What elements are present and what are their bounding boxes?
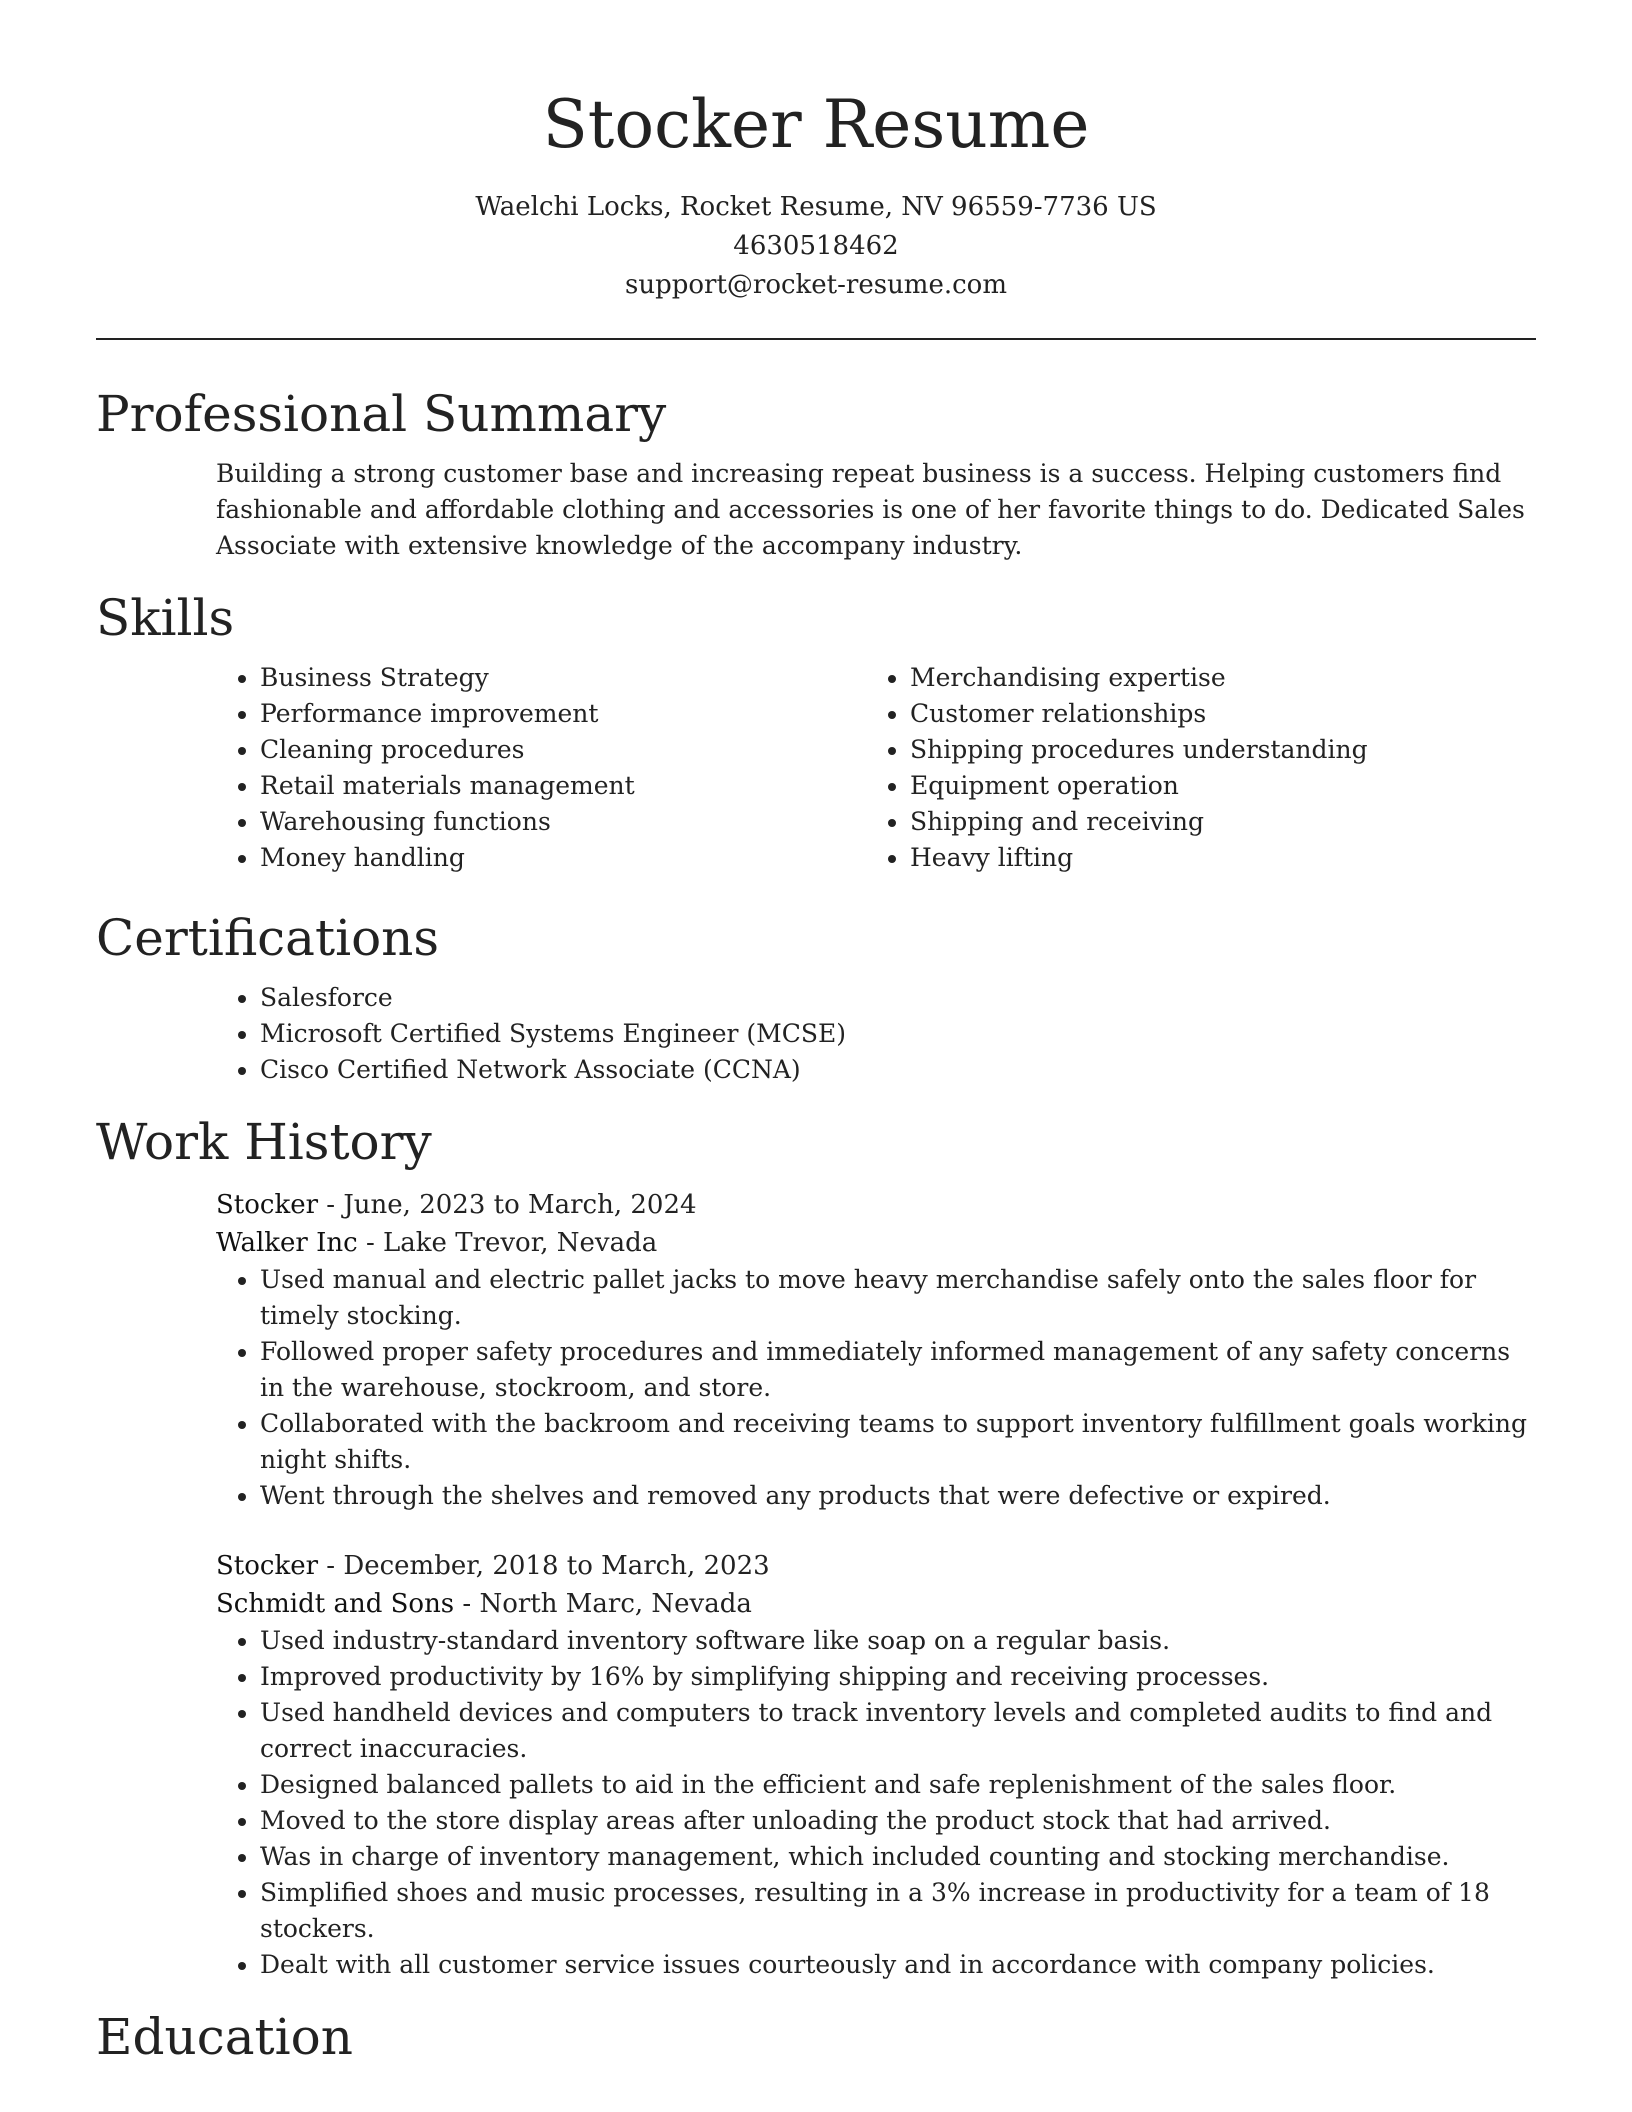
- skill-item: • Customer relationships: [910, 696, 1516, 732]
- skill-item: • Money handling: [260, 840, 866, 876]
- job-entry: [96, 1547, 1536, 1983]
- section-title-certifications: Certifications: [96, 909, 440, 967]
- job-company: Walker Inc: [216, 1228, 358, 1258]
- job-duty-item: • Used handheld devices and computers to track inventory levels and completed audits to find and correct inaccuracies.: [260, 1695, 1536, 1767]
- job-role: Stocker: [216, 1190, 319, 1220]
- job-duty-item: • Was in charge of inventory management, which included counting and stocking merchandise.: [260, 1839, 1536, 1875]
- resume-title: Stocker Resume: [542, 86, 1090, 163]
- certifications-list: [96, 980, 1536, 1088]
- skill-item: • Business Strategy: [260, 660, 866, 696]
- resume-header: [96, 0, 1536, 305]
- skill-item: • Merchandising expertise: [910, 660, 1516, 696]
- skill-item: • Shipping and receiving: [910, 804, 1516, 840]
- job-company-line: [216, 1224, 1536, 1262]
- skill-item: • Performance improvement: [260, 696, 866, 732]
- job-title-line: [216, 1186, 1536, 1224]
- job-duty-item: • Used manual and electric pallet jacks to move heavy merchandise safely onto the sales floor for timely stocking.: [260, 1262, 1536, 1334]
- skill-item: • Retail materials management: [260, 768, 866, 804]
- skills-column-left: [216, 660, 866, 876]
- job-duty-item: • Dealt with all customer service issues courteously and in accordance with company policies.: [260, 1947, 1536, 1983]
- job-entry: [96, 1186, 1536, 1514]
- certification-item: • Salesforce: [260, 980, 1536, 1016]
- job-location: - North Marc, Nevada: [454, 1589, 752, 1619]
- job-location: - Lake Trevor, Nevada: [357, 1228, 658, 1258]
- job-duties: [216, 1262, 1536, 1514]
- skills-list: [96, 660, 1536, 876]
- skill-item: • Cleaning procedures: [260, 732, 866, 768]
- section-title-education: Education: [96, 2008, 353, 2066]
- skill-item: • Warehousing functions: [260, 804, 866, 840]
- summary-text: Building a strong customer base and increasing repeat business is a success. Helping customers find fashionable and affordable clothing and accessories is one of her favorite things to do. Dedicated Sales Associate with extensive knowledge of the accompany industry.: [216, 459, 1525, 560]
- job-duty-item: • Followed proper safety procedures and immediately informed management of any safety concerns in the warehouse, stockroom, and store.: [260, 1334, 1536, 1406]
- job-duties: [216, 1623, 1536, 1983]
- job-duty-item: • Used industry-standard inventory software like soap on a regular basis.: [260, 1623, 1536, 1659]
- contact-info: [96, 188, 1536, 305]
- section-title-work-history: Work History: [96, 1113, 432, 1171]
- job-duty-item: • Simplified shoes and music processes, resulting in a 3% increase in productivity for a team of 18 stockers.: [260, 1875, 1536, 1947]
- skill-item: • Shipping procedures understanding: [910, 732, 1516, 768]
- job-dates: - June, 2023 to March, 2024: [318, 1190, 697, 1220]
- job-duty-item: • Went through the shelves and removed any products that were defective or expired.: [260, 1478, 1536, 1514]
- skill-item: • Equipment operation: [910, 768, 1516, 804]
- job-duty-item: • Designed balanced pallets to aid in the efficient and safe replenishment of the sales floor.: [260, 1767, 1536, 1803]
- job-duty-item: • Improved productivity by 16% by simplifying shipping and receiving processes.: [260, 1659, 1536, 1695]
- skills-column-right: [866, 660, 1516, 876]
- section-title-summary: Professional Summary: [96, 385, 667, 443]
- job-company: Schmidt and Sons: [216, 1589, 455, 1619]
- job-role: Stocker: [216, 1551, 319, 1581]
- header-divider: [96, 338, 1536, 340]
- job-company-line: [216, 1585, 1536, 1623]
- contact-address: Waelchi Locks, Rocket Resume, NV 96559-7736 US: [475, 192, 1157, 222]
- skill-item: • Heavy lifting: [910, 840, 1516, 876]
- job-dates: - December, 2018 to March, 2023: [318, 1551, 770, 1581]
- job-title-line: [216, 1547, 1536, 1585]
- contact-phone: 4630518462: [733, 231, 899, 261]
- certification-item: • Cisco Certified Network Associate (CCNA): [260, 1052, 1536, 1088]
- certification-item: • Microsoft Certified Systems Engineer (MCSE): [260, 1016, 1536, 1052]
- job-duty-item: • Collaborated with the backroom and receiving teams to support inventory fulfillment goals working night shifts.: [260, 1406, 1536, 1478]
- job-duty-item: • Moved to the store display areas after unloading the product stock that had arrived.: [260, 1803, 1536, 1839]
- contact-email: support@rocket-resume.com: [624, 270, 1007, 300]
- section-title-skills: Skills: [96, 589, 235, 647]
- summary-section: [96, 456, 1536, 564]
